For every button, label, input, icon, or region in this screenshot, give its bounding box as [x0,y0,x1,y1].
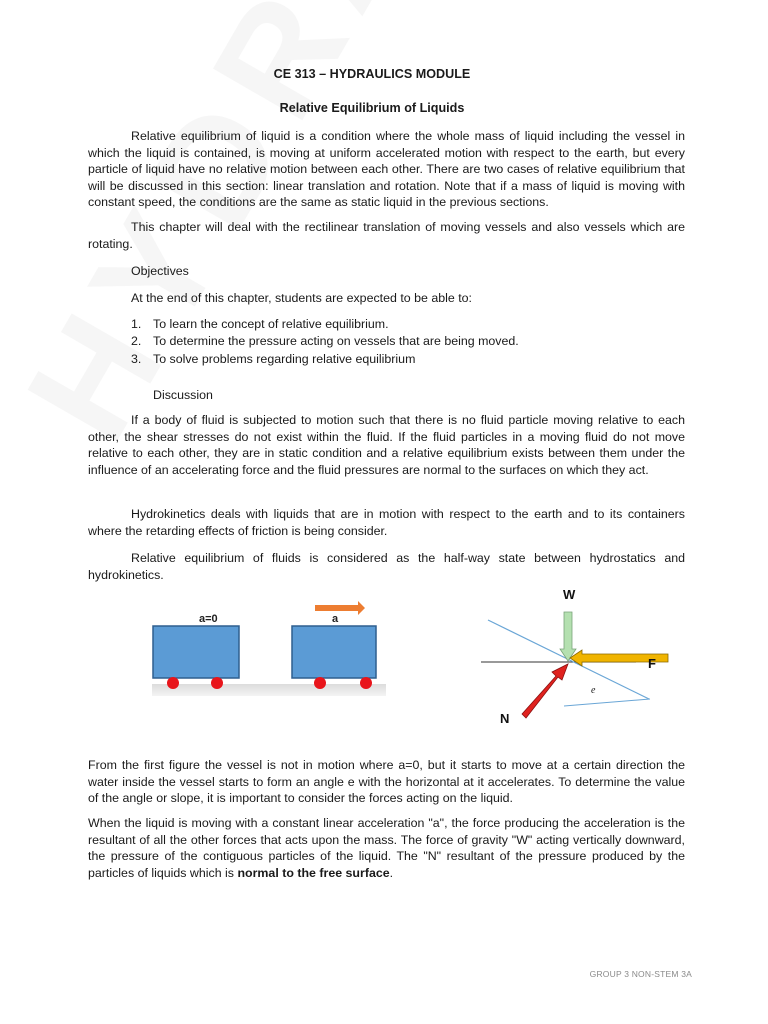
objectives-intro: At the end of this chapter, students are expected to be able to: [131,291,472,305]
cart-rest-label: a=0 [199,613,218,625]
cart-moving-label: a [332,613,339,625]
hydrokinetics-paragraph: Hydrokinetics deals with liquids that are in motion with respect to the earth and to its containers where the retarding effects of friction is being consider. [88,507,685,538]
intro-paragraph: Relative equilibrium of liquid is a condition where the whole mass of liquid including the vessel in which the liquid is contained, is moving at uniform accelerated motion with respect to the earth, but every particle of liquid have no relative motion between each other. There are two cases of relative equilibrium that will be discussed in this section: linear translation and rotation. Note that if a mass of liquid is moving with constant speed, the conditions are the same as static liquid in the previous sections. [88,129,685,210]
discussion-paragraph: If a body of fluid is subjected to motion such that there is no fluid particle moving relative to each other, the shear stresses do not exist within the fluid. If the fluid particles in a moving fluid do not move relative to each other, they are in static condition and a relative equilibrium exists between them under the influence of an accelerating force and the fluid pressures are normal to the surfaces on which they act. [88,413,685,477]
w-force-label: W [563,587,576,602]
vessel-at-rest [153,626,239,678]
vessel-moving [292,626,376,678]
section-title: Relative Equilibrium of Liquids [279,101,465,115]
acceleration-arrow [315,601,365,615]
wheel [211,677,223,689]
ground-strip [152,684,386,696]
wheel [314,677,326,689]
surface-baseline [564,699,650,706]
chapter-paragraph: This chapter will deal with the rectilinear translation of moving vessels and also vessels which are rotating. [88,220,685,251]
w-force-arrow [560,612,576,661]
list-item: 1. To learn the concept of relative equilibrium. [131,317,389,331]
wheel [167,677,179,689]
wheel [360,677,372,689]
list-item: 3. To solve problems regarding relative equilibrium [131,351,416,366]
discussion-heading: Discussion [153,388,213,402]
list-item: 2. To determine the pressure acting on vessels that are being moved. [131,334,519,349]
figure-explanation-paragraph: From the first figure the vessel is not in motion where a=0, but it starts to move at a certain direction the water inside the vessel starts to form an angle e with the horizontal at it accelerates. To determine the value of the angle or slope, it is important to consider the forces acting on the liquid. [88,758,685,806]
objectives-heading: Objectives [131,264,189,278]
figure-svg [136,586,704,736]
emphasis-normal-surface: normal to the free surface [237,865,390,880]
f-force-label: F [648,656,656,671]
page-footer: GROUP 3 NON-STEM 3A [589,969,692,979]
n-force-arrow [522,664,568,718]
module-title: CE 313 – HYDRAULICS MODULE [273,67,471,81]
final-paragraph: When the liquid is moving with a constant linear acceleration "a", the force producing the acceleration is the resultant of all the other forces that acts upon the mass. The force of gravity "W" acting vertically downward, the pressure of the contiguous particles of the liquid. The "N" resultant of the pressure produced by the particles of liquids which is normal to the free surface. [88,816,685,880]
angle-label: e [591,685,596,696]
relative-equilibrium-figure [136,586,704,736]
objectives-list [131,316,519,368]
n-force-label: N [500,711,510,726]
relative-fluids-paragraph: Relative equilibrium of fluids is considered as the half-way state between hydrostatics and hydrokinetics. [88,551,685,582]
